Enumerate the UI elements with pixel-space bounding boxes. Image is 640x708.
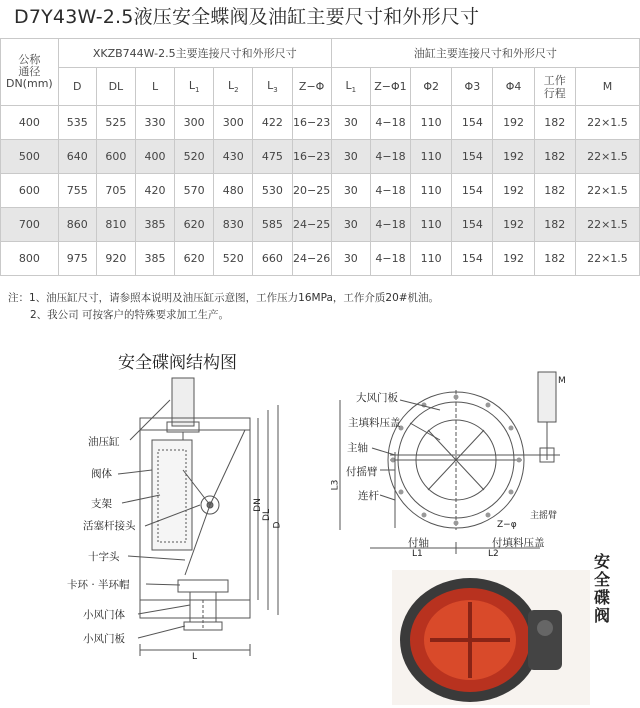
table-cell: 154 (452, 242, 493, 276)
table-cell: 660 (253, 242, 292, 276)
table-cell: 620 (175, 242, 214, 276)
table-cell: 30 (331, 174, 370, 208)
col-phi4: Φ4 (493, 68, 534, 106)
col-L2-text: L (227, 78, 235, 92)
table-cell: 4−18 (370, 242, 410, 276)
table-cell: 4−18 (370, 174, 410, 208)
table-cell: 585 (253, 208, 292, 242)
table-cell: 700 (1, 208, 59, 242)
table-cell: 755 (58, 174, 96, 208)
col-Zphi1: Z−Φ1 (370, 68, 410, 106)
leader-small-plate (138, 626, 185, 638)
col-L2-sub: 2 (234, 86, 239, 95)
table-cell: 182 (534, 242, 575, 276)
dim-L3-label: L3 (330, 479, 341, 491)
col-Zphi: Z−Φ (292, 68, 331, 106)
table-cell: 154 (452, 106, 493, 140)
table-cell: 860 (58, 208, 96, 242)
col-stroke-line1: 工作 (543, 73, 566, 87)
table-cell: 520 (175, 140, 214, 174)
table-cell: 330 (135, 106, 174, 140)
table-cell: 16−23 (292, 106, 331, 140)
table-cell: 110 (411, 242, 452, 276)
table-cell: 525 (96, 106, 135, 140)
col-phi2: Φ2 (411, 68, 452, 106)
group2-header: 油缸主要连接尺寸和外形尺寸 (331, 39, 639, 68)
table-cell: 182 (534, 106, 575, 140)
label-rod: 连杆 (358, 490, 379, 502)
table-cell: 192 (493, 242, 534, 276)
dn-header-line2: 通径 (18, 65, 41, 78)
table-cell: 30 (331, 140, 370, 174)
note-2: 2、我公司 可按客户的特殊要求加工生产。 (30, 309, 230, 321)
col-phi3: Φ3 (452, 68, 493, 106)
table-cell: 422 (253, 106, 292, 140)
table-cell: 192 (493, 174, 534, 208)
table-cell: 30 (331, 106, 370, 140)
table-cell: 430 (214, 140, 253, 174)
col-L1b-sub: 1 (351, 86, 357, 95)
valve-photo (392, 570, 590, 705)
table-cell: 810 (96, 208, 135, 242)
table-cell: 975 (58, 242, 96, 276)
table-cell: 420 (135, 174, 174, 208)
table-cell: 920 (96, 242, 135, 276)
label-packing: 主填料压盖 (348, 417, 401, 429)
col-L3-sub: 3 (273, 86, 278, 95)
table-cell: 110 (411, 106, 452, 140)
table-cell: 110 (411, 140, 452, 174)
table-cell: 182 (534, 174, 575, 208)
dn-header-line1: 公称 (18, 53, 41, 66)
table-cell: 22×1.5 (575, 174, 639, 208)
table-cell: 182 (534, 208, 575, 242)
table-cell: 192 (493, 208, 534, 242)
dim-L2-label: L2 (488, 549, 499, 559)
table-cell: 24−25 (292, 208, 331, 242)
table-cell: 705 (96, 174, 135, 208)
leader-rod (380, 495, 395, 500)
table-cell: 600 (1, 174, 59, 208)
table-cell: 400 (135, 140, 174, 174)
table-cell: 300 (214, 106, 253, 140)
table-cell: 4−18 (370, 208, 410, 242)
table-cell: 192 (493, 140, 534, 174)
photo-title: 安全碟阀 (594, 552, 611, 625)
label-cross: 十字头 (88, 551, 120, 563)
table-cell: 530 (253, 174, 292, 208)
dn-header-line3: DN(mm) (5, 77, 53, 90)
col-DL: DL (96, 68, 135, 106)
table-cell: 30 (331, 208, 370, 242)
left-valve-drawing (118, 378, 278, 656)
label-sub-packing: 付填料压盖 (492, 537, 545, 549)
note-1: 注：1、油压缸尺寸，请参照本说明及油压缸示意图，工作压力16MPa，工作介质20#机油。 (8, 292, 440, 304)
dim-Z-label: Z−φ (497, 520, 517, 530)
dim-M-label: M (558, 376, 566, 386)
leader-cross (128, 556, 185, 560)
table-cell: 30 (331, 242, 370, 276)
link-2 (210, 430, 245, 505)
label-small-body: 小风门体 (83, 609, 125, 621)
table-cell: 570 (175, 174, 214, 208)
label-main-arm: 主摇臂 (530, 511, 558, 521)
label-piston: 活塞杆接头 (83, 520, 136, 532)
table-cell: 16−23 (292, 140, 331, 174)
table-cell: 154 (452, 140, 493, 174)
label-shaft: 主轴 (347, 442, 368, 454)
table-cell: 22×1.5 (575, 242, 639, 276)
table-cell: 20−25 (292, 174, 331, 208)
table-cell: 385 (135, 242, 174, 276)
leader-big-plate (400, 400, 440, 410)
label-body: 阀体 (91, 468, 112, 480)
leader-cylinder (130, 400, 170, 440)
dim-DN-label: DN (252, 498, 263, 512)
leader-shaft (372, 448, 395, 455)
table-cell: 640 (58, 140, 96, 174)
table-cell: 300 (175, 106, 214, 140)
dim-D-label: D (272, 521, 283, 529)
table-cell: 535 (58, 106, 96, 140)
group1-header: XKZB744W-2.5主要连接尺寸和外形尺寸 (58, 39, 331, 68)
table-cell: 24−26 (292, 242, 331, 276)
dim-DL-label: DL (261, 509, 272, 521)
col-L1-sub: 1 (194, 86, 200, 95)
table-cell: 110 (411, 174, 452, 208)
leader-body (118, 470, 152, 474)
label-small-plate: 小风门板 (83, 633, 125, 645)
table-cell: 22×1.5 (575, 140, 639, 174)
right-cylinder (538, 372, 556, 422)
table-cell: 192 (493, 106, 534, 140)
photo-actuator-knob (537, 620, 553, 636)
table-cell: 4−18 (370, 140, 410, 174)
table-cell: 154 (452, 208, 493, 242)
label-cylinder: 油压缸 (88, 436, 120, 448)
col-M: M (575, 68, 639, 106)
table-cell: 154 (452, 174, 493, 208)
dim-L1-label: L1 (412, 549, 423, 559)
clamp-ring (178, 580, 228, 592)
table-cell: 400 (1, 106, 59, 140)
table-cell: 22×1.5 (575, 106, 639, 140)
col-stroke-line2: 行程 (543, 86, 566, 100)
table-cell: 110 (411, 208, 452, 242)
table-cell: 22×1.5 (575, 208, 639, 242)
table-cell: 520 (214, 242, 253, 276)
table-cell: 830 (214, 208, 253, 242)
table-cell: 182 (534, 140, 575, 174)
table-cell: 620 (175, 208, 214, 242)
col-L: L (135, 68, 174, 106)
table-cell: 4−18 (370, 106, 410, 140)
table-cell: 500 (1, 140, 59, 174)
page-title: D7Y43W-2.5液压安全蝶阀及油缸主要尺寸和外形尺寸 (14, 6, 480, 28)
label-sub-arm: 付摇臂 (346, 466, 378, 478)
dim-L-label: L (192, 652, 198, 662)
leader-small-body (138, 605, 190, 614)
col-L1-text: L (188, 78, 195, 92)
col-L1b-text: L (345, 78, 352, 92)
cylinder-shape (172, 378, 194, 426)
table-cell: 385 (135, 208, 174, 242)
col-L3-text: L (267, 78, 274, 92)
diagram-title: 安全碟阀结构图 (118, 353, 237, 373)
label-sub-shaft: 付轴 (408, 537, 429, 549)
table-cell: 480 (214, 174, 253, 208)
table-cell: 475 (253, 140, 292, 174)
label-big-plate: 大风门板 (356, 392, 398, 404)
col-D: D (58, 68, 96, 106)
table-cell: 800 (1, 242, 59, 276)
photo-actuator (528, 610, 562, 670)
label-bracket: 支架 (91, 498, 112, 510)
label-clamp: 卡环 · 半环帽 (67, 579, 130, 591)
table-cell: 600 (96, 140, 135, 174)
leader-clamp (146, 584, 180, 585)
